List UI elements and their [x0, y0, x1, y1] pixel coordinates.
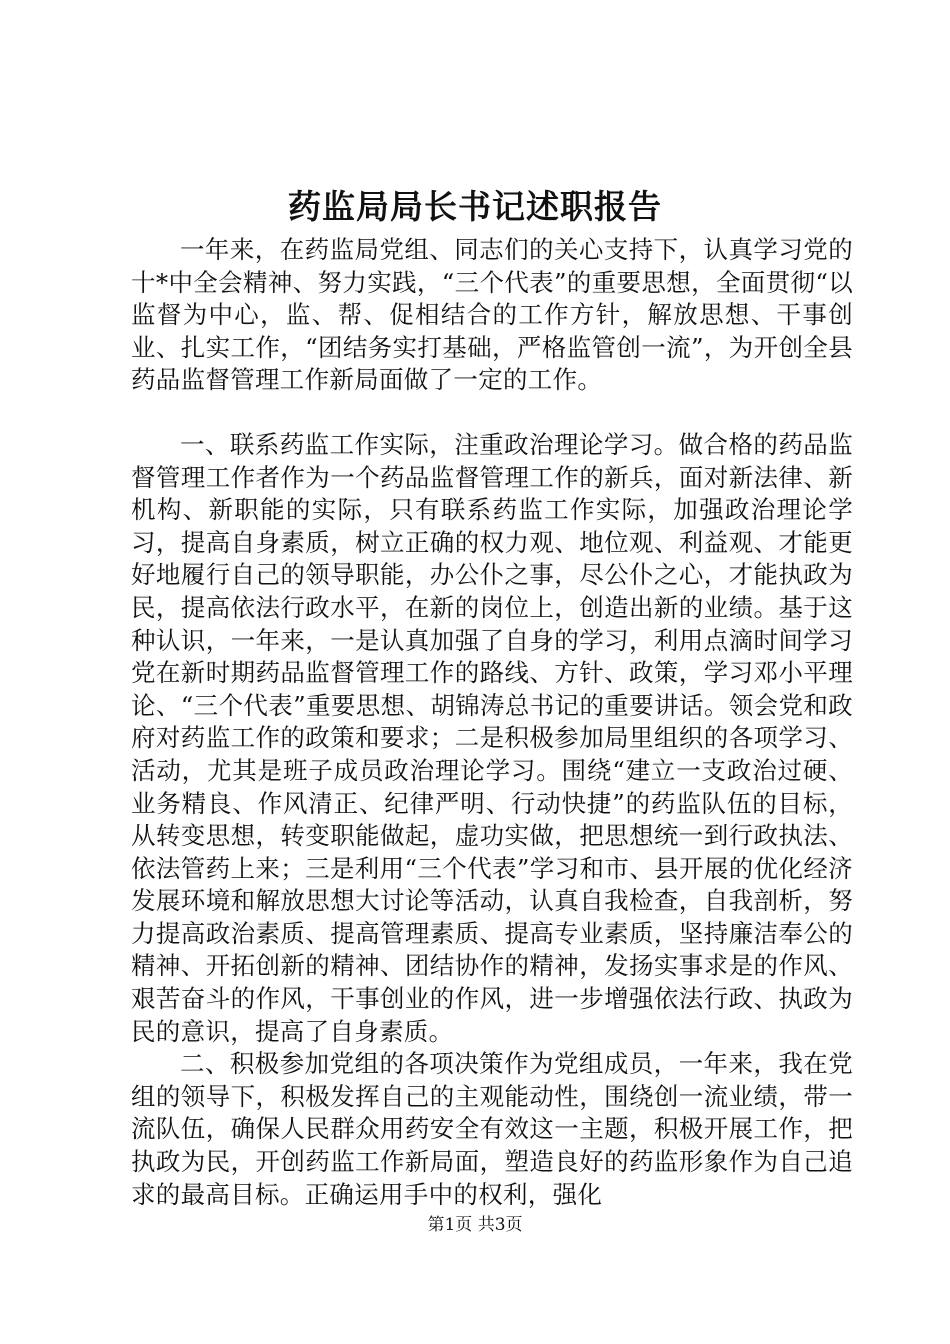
section-two-paragraph: 二、积极参加党组的各项决策作为党组成员，一年来，我在党组的领导下，积极发挥自己的主观能动性，围绕创一流业绩，带一流队伍，确保人民群众用药安全有效这一主题，积极开展工作，把执政为民，开创药监工作新局面，塑造良好的药监形象作为自己追求的最高目标。正确运用手中的权利，强化	[131, 1049, 853, 1209]
document-title: 药监局局长书记述职报告	[288, 187, 662, 226]
page-number-footer: 第1页 共3页	[427, 1215, 523, 1235]
section-one-paragraph: 一、联系药监工作实际，注重政治理论学习。做合格的药品监督管理工作者作为一个药品监督管理工作的新兵，面对新法律、新机构、新职能的实际，只有联系药监工作实际，加强政治理论学习，提高自身素质，树立正确的权力观、地位观、利益观、才能更好地履行自己的领导职能，办公仆之事，尽公仆之心，才能执政为民，提高依法行政水平，在新的岗位上，创造出新的业绩。基于这种认识，一年来，一是认真加强了自身的学习，利用点滴时间学习党在新时期药品监督管理工作的路线、方针、政策，学习邓小平理论、“三个代表”重要思想、胡锦涛总书记的重要讲话。领会党和政府对药监工作的政策和要求；二是积极参加局里组织的各项学习、活动，尤其是班子成员政治理论学习。围绕“建立一支政治过硬、业务精良、作风清正、纪律严明、行动快捷”的药监队伍的目标，从转变思想，转变职能做起，虚功实做，把思想统一到行政执法、依法管药上来；三是利用“三个代表”学习和市、县开展的优化经济发展环境和解放思想大讨论等活动，认真自我检查，自我剖析，努力提高政治素质、提高管理素质、提高专业素质，坚持廉洁奉公的精神、开拓创新的精神、团结协作的精神，发扬实事求是的作风、艰苦奋斗的作风，干事创业的作风，进一步增强依法行政、执政为民的意识，提高了自身素质。	[131, 429, 853, 1046]
document-body	[131, 234, 853, 1211]
intro-paragraph: 一年来，在药监局党组、同志们的关心支持下，认真学习党的十*中全会精神、努力实践，“三个代表”的重要思想，全面贯彻“以监督为中心，监、帮、促相结合的工作方针，解放思想、干事创业、扎实工作，“团结务实打基础，严格监管创一流”，为开创全县药品监督管理工作新局面做了一定的工作。	[131, 235, 853, 395]
